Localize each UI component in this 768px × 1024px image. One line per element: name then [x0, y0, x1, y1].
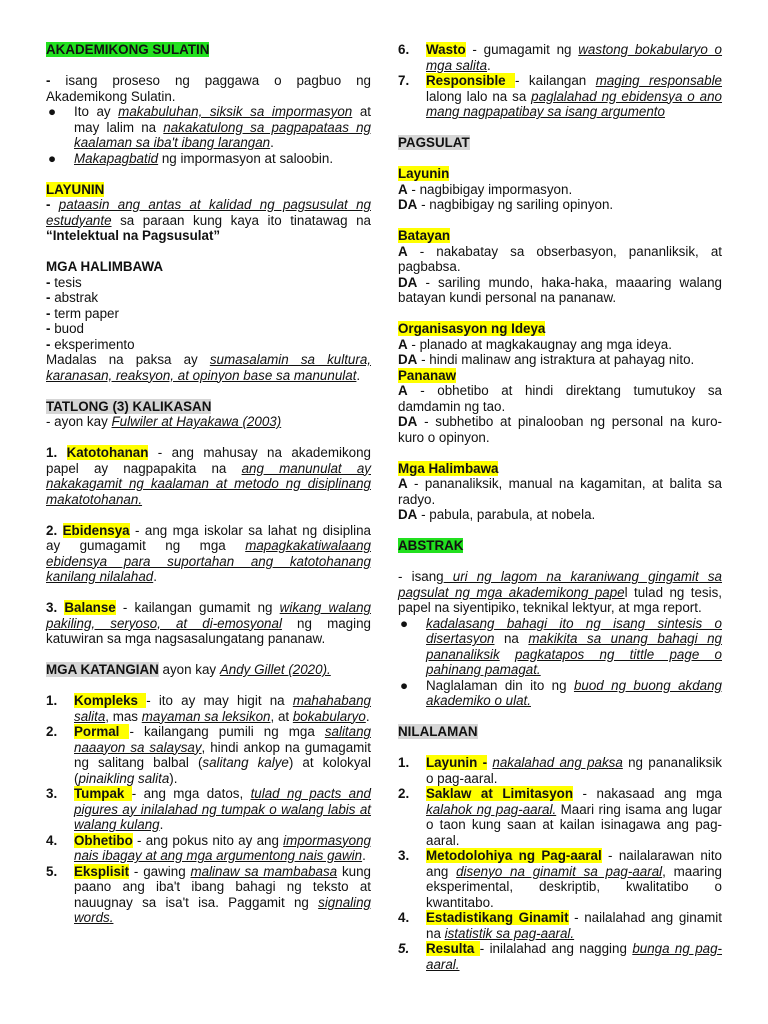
list-item: - abstrak — [46, 290, 99, 305]
list-item: 3. Balanse - kailangan gumamit ng wikang walang pakiling, seryoso, at di-emosyonal ng maging katuwiran sa mga nagsasalungatang pananaw. — [46, 600, 371, 646]
subsection-heading: Batayan — [398, 228, 451, 243]
definition-line: DA - sariling mundo, haka-haka, maaaring walang batayan kundi personal na pananaw. — [398, 274, 722, 305]
list-item: 2. Saklaw at Limitasyon - nakasaad ang mga kalahok ng pag-aaral. Maari ring isama ang lugar o taon kung saan at kailan isinagawa ang pag-aaral. — [398, 786, 722, 848]
right-column — [398, 42, 722, 972]
subsection-heading: Mga Halimbawa — [398, 460, 499, 476]
source-line: - ayon kay Fulwiler at Hayakawa (2003) — [46, 414, 282, 429]
section-heading: MGA HALIMBAWA — [46, 259, 164, 274]
list-item: ● Makapagbatid ng impormasyon at saloobin. — [48, 150, 334, 166]
subsection-heading: Organisasyon ng Ideya — [398, 321, 546, 336]
section-heading: NILALAMAN — [398, 724, 478, 739]
list-item: 3. Tumpak - ang mga datos, tulad ng pacts and pigures ay inilalahad ng tumpak o walang labis at walang kulang. — [46, 786, 371, 832]
definition-line: A - planado at magkakaugnay ang mga ideya. — [398, 336, 672, 352]
list-item: 2. Ebidensya - ang mga iskolar sa lahat ng disiplina ay gumagamit ng mga mapagkakatiwalaang ebidensya para suportahan ang katotohanang kanilang nilalahad. — [46, 522, 371, 584]
section-heading: ABSTRAK — [398, 538, 464, 553]
abstrak-paragraph: - isang uri ng lagom na karaniwang gingamit sa pagsulat ng mga akademikong papel tulad ng tesis, papel na siyentipiko, teknikal lektyur, at mga report. — [398, 569, 722, 615]
definition-line: DA - nagbibigay ng sariling opinyon. — [398, 197, 614, 212]
section-heading: LAYUNIN — [46, 181, 105, 197]
layunin-paragraph: - pataasin ang antas at kalidad ng pagsusulat ng estudyante sa paraan kung kaya ito tinatawag na “Intelektual na Pagsusulat” — [46, 197, 371, 243]
definition-line: DA - hindi malinaw ang istraktura at pahayag nito. — [398, 352, 695, 367]
list-item: 2. Pormal - kailangang pumili ng mga salitang naaayon sa salaysay, hindi ankop na gumagamit ng salitang balbal (salitang kalye) at kolokyal (pinaikling salita). — [46, 724, 372, 786]
subsection-heading: Pananaw — [398, 367, 457, 383]
list-item: ● Ito ay makabuluhan, siksik sa impormasyon at may lalim na nakakatulong sa pagpapataas ng kaalaman sa iba't ibang larangan. — [48, 104, 371, 150]
list-item: - buod — [46, 321, 84, 336]
definition-line: DA - pabula, parabula, at nobela. — [398, 507, 596, 522]
katangian-heading-line: MGA KATANGIAN ayon kay Andy Gillet (2020). — [46, 662, 331, 677]
list-item: - term paper — [46, 305, 119, 321]
list-item: - tesis — [46, 274, 82, 290]
list-item: ● kadalasang bahagi ito ng isang sintesis o disertasyon na makikita sa unang bahagi ng pananaliksik pagkatapos ng tittle page o pahinang pamagat. — [400, 615, 722, 677]
list-item: 5. Eksplisit - gawing malinaw sa mambabasa kung paano ang iba't ibang bahagi ng teksto at nauugnay sa isa't isa. Paggamit ng signaling words. — [46, 863, 371, 925]
list-item: ● Naglalaman din ito ng buod ng buong akdang akademiko o ulat. — [400, 677, 722, 708]
definition-line: A - nakabatay sa obserbasyon, pananliksik, at pagbabsa. — [398, 243, 722, 274]
definition-line: A - nagbibigay impormasyon. — [398, 181, 573, 197]
paksa-paragraph: Madalas na paksa ay sumasalamin sa kultura, karanasan, reaksyon, at opinyon base sa manunulat. — [46, 352, 371, 383]
section-heading: AKADEMIKONG SULATIN — [46, 42, 210, 57]
list-item: 6. Wasto - gumagamit ng wastong bokabularyo o mga salita. — [398, 42, 723, 73]
definition-line: A - obhetibo at hindi direktang tumutukoy sa damdamin ng tao. — [398, 383, 722, 414]
list-item: 5. Resulta - inilalahad ang nagging bunga ng pag-aaral. — [398, 941, 722, 972]
list-item: 7. Responsible - kailangan maging responsable lalong lalo na sa paglalahad ng ebidensya o ano mang nagpapatibay sa isang argumento — [398, 73, 722, 119]
intro-paragraph: - isang proseso ng paggawa o pagbuo ng Akademikong Sulatin. — [46, 73, 371, 104]
definition-line: DA - subhetibo at pinalooban ng personal na kuro-kuro o opinyon. — [398, 414, 722, 445]
list-item: 4. Obhetibo - ang pokus nito ay ang impormasyong nais ibagay at ang mga argumentong nais gawin. — [46, 832, 371, 863]
section-heading: PAGSULAT — [398, 135, 470, 150]
list-item: 4. Estadistikang Ginamit - nailalahad ang ginamit na istatistik sa pag-aaral. — [398, 910, 722, 941]
subsection-heading: Layunin — [398, 166, 450, 181]
section-heading: TATLONG (3) KALIKASAN — [46, 398, 212, 414]
list-item: - eksperimento — [46, 336, 135, 352]
list-item: 1. Katotohanan - ang mahusay na akademikong papel ay nagpapakita na ang manunulat ay nakakagamit ng kaalaman at metodo ng disiplinang makatotohanan. — [46, 445, 371, 507]
left-column — [46, 42, 371, 926]
list-item: 1. Layunin - nakalahad ang paksa ng pananaliksik o pag-aaral. — [398, 755, 722, 786]
list-item: 1. Kompleks - ito ay may higit na mahahabang salita, mas mayaman sa leksikon, at bokabularyo. — [46, 693, 371, 724]
definition-line: A - pananaliksik, manual na kagamitan, at balita sa radyo. — [398, 476, 722, 507]
list-item: 3. Metodolohiya ng Pag-aaral - nailalarawan nito ang disenyo na ginamit sa pag-aaral, maaring eksperimental, deskriptib, kwalitatibo o kwantitabo. — [398, 848, 722, 910]
